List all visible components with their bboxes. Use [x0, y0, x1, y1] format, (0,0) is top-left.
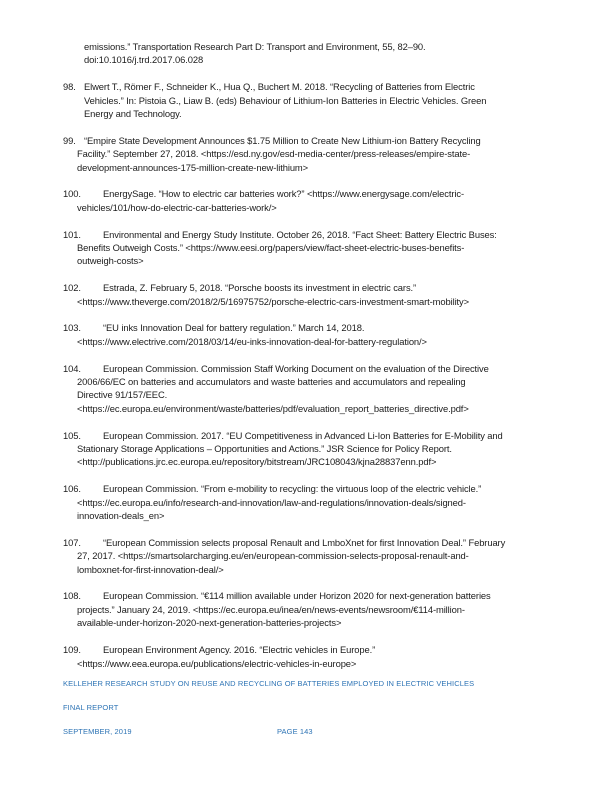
reference-line: Elwert T., Römer F., Schneider K., Hua Q., Buchert M. 2018. “Recycling of Batteries from Electric	[84, 81, 475, 93]
reference-entry	[63, 362, 572, 416]
page-footer	[63, 678, 572, 737]
reference-line: available-under-horizon-2020-next-generation-batteries-projects>	[77, 617, 342, 629]
reference-entry	[63, 134, 572, 174]
reference-body	[77, 362, 572, 416]
reference-line: 2006/66/EC on batteries and accumulators and waste batteries and accumulators and repealing	[77, 376, 466, 388]
reference-line: Environmental and Energy Study Institute. October 26, 2018. “Fact Sheet: Battery Electric Buses:	[103, 228, 497, 240]
reference-entry	[63, 536, 572, 576]
reference-number: 104.	[63, 362, 81, 374]
reference-number: 109.	[63, 644, 81, 656]
reference-line: doi:10.1016/j.trd.2017.06.028	[84, 54, 204, 66]
reference-line: European Environment Agency. 2016. “Electric vehicles in Europe.”	[103, 644, 376, 656]
reference-body	[77, 536, 572, 576]
reference-line: Facility.” September 27, 2018. <https://esd.ny.gov/esd-media-center/press-releases/empire-state-	[77, 148, 471, 160]
reference-line: outweigh-costs>	[77, 255, 144, 267]
reference-body	[77, 429, 572, 469]
reference-body	[77, 187, 572, 214]
reference-entry	[63, 80, 572, 120]
reference-body	[77, 228, 572, 268]
reference-line: lomboxnet-for-first-innovation-deal/>	[77, 563, 224, 575]
reference-line: “Empire State Development Announces $1.75 Million to Create New Lithium-ion Battery Recycling	[84, 134, 481, 146]
reference-body	[77, 589, 572, 629]
reference-line: Stationary Storage Applications – Opportunities and Actions.” JSR Science for Policy Report.	[77, 443, 452, 455]
reference-body	[77, 134, 572, 174]
footer-study-title: KELLEHER RESEARCH STUDY ON REUSE AND RECYCLING OF BATTERIES EMPLOYED IN ELECTRIC VEHICLES	[63, 679, 475, 689]
reference-line: European Commission. 2017. “EU Competitiveness in Advanced Li-Ion Batteries for E-Mobility and	[103, 429, 503, 441]
reference-body	[77, 482, 572, 522]
continuation-block	[63, 40, 572, 67]
reference-line: “EU inks Innovation Deal for battery regulation.” March 14, 2018.	[103, 322, 365, 334]
reference-line: <https://www.theverge.com/2018/2/5/16975752/porsche-electric-cars-investment-smart-mobility>	[77, 295, 470, 307]
reference-line: Estrada, Z. February 5, 2018. “Porsche boosts its investment in electric cars.”	[103, 282, 417, 294]
footer-date: SEPTEMBER, 2019	[63, 727, 132, 737]
reference-line: Benefits Outweigh Costs.” <https://www.eesi.org/papers/view/fact-sheet-electric-buses-benefits-	[77, 242, 465, 254]
reference-number: 103.	[63, 322, 81, 334]
reference-number: 101.	[63, 228, 81, 240]
reference-number: 100.	[63, 188, 81, 200]
reference-line: European Commission. Commission Staff Working Document on the evaluation of the Directive	[103, 362, 489, 374]
reference-line: Directive 91/157/EEC.	[77, 389, 168, 401]
reference-line: Vehicles.” In: Pistoia G., Liaw B. (eds) Behaviour of Lithium-Ion Batteries in Electric Vehicles. Green	[84, 94, 487, 106]
reference-line: “European Commission selects proposal Renault and LmboXnet for first Innovation Deal.” February	[103, 536, 506, 548]
reference-number: 105.	[63, 429, 81, 441]
reference-line: innovation-deals_en>	[77, 510, 165, 522]
reference-line: <https://www.electrive.com/2018/03/14/eu-inks-innovation-deal-for-battery-regulation/>	[77, 335, 427, 347]
reference-entry	[63, 482, 572, 522]
footer-page-number: PAGE 143	[277, 727, 313, 737]
reference-entry	[63, 429, 572, 469]
reference-body	[77, 321, 572, 348]
reference-number: 106.	[63, 483, 81, 495]
reference-number: 102.	[63, 282, 81, 294]
reference-number: 107.	[63, 536, 81, 548]
reference-line: vehicles/101/how-do-electric-car-batteries-work/>	[77, 201, 277, 213]
reference-line: projects.” January 24, 2019. <https://ec.europa.eu/inea/en/news-events/newsroom/€114-million-	[77, 603, 465, 615]
reference-number: 108.	[63, 590, 81, 602]
reference-line: development-announces-175-million-create-new-lithium>	[77, 161, 309, 173]
reference-entry	[63, 321, 572, 348]
reference-line: European Commission. “€114 million available under Horizon 2020 for next-generation batteries	[103, 590, 491, 602]
reference-number: 99.	[63, 134, 76, 146]
reference-line: <https://www.eea.europa.eu/publications/electric-vehicles-in-europe>	[77, 657, 357, 669]
footer-report-type: FINAL REPORT	[63, 703, 119, 713]
reference-number: 98.	[63, 81, 76, 93]
reference-line: <https://ec.europa.eu/info/research-and-innovation/law-and-regulations/innovation-deals/signed-	[77, 496, 466, 508]
reference-list	[63, 80, 572, 670]
reference-body	[84, 80, 572, 120]
reference-entry	[63, 643, 572, 670]
reference-entry	[63, 589, 572, 629]
reference-entry	[63, 228, 572, 268]
reference-entry	[63, 281, 572, 308]
reference-body	[77, 643, 572, 670]
footer-date-row	[63, 726, 572, 737]
reference-line: <http://publications.jrc.ec.europa.eu/repository/bitstream/JRC108043/kjna28837enn.pdf>	[77, 456, 437, 468]
reference-entry	[63, 187, 572, 214]
reference-line: 27, 2017. <https://smartsolarcharging.eu/en/european-commission-selects-proposal-renault-and-	[77, 550, 469, 562]
reference-line: emissions.” Transportation Research Part D: Transport and Environment, 55, 82–90.	[84, 41, 426, 52]
reference-line: <https://ec.europa.eu/environment/waste/batteries/pdf/evaluation_report_batteries_directive.pdf>	[77, 402, 469, 414]
reference-line: Energy and Technology.	[84, 108, 182, 120]
reference-line: EnergySage. “How to electric car batteries work?” <https://www.energysage.com/electric-	[103, 188, 464, 200]
reference-line: European Commission. “From e-mobility to recycling: the virtuous loop of the electric vehicle.”	[103, 483, 482, 495]
reference-body	[77, 281, 572, 308]
